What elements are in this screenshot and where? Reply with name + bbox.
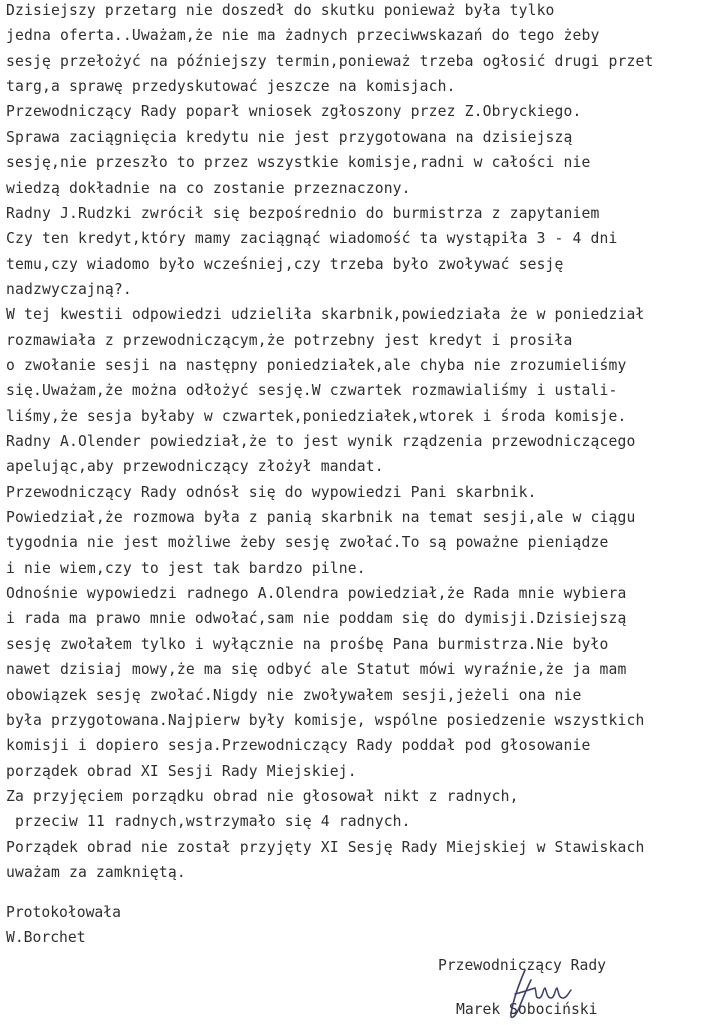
- text-line: liśmy,że sesja byłaby w czwartek,poniedziałek,wtorek i środa komisje.: [6, 407, 627, 425]
- text-line: rozmawiała z przewodniczącym,że potrzebny jest kredyt i prosiła: [6, 331, 573, 349]
- text-line: Sprawa zaciągnięcia kredytu nie jest przygotowana na dzisiejszą: [6, 128, 573, 146]
- text-line: uważam za zamkniętą.: [6, 863, 186, 881]
- text-line: nawet dzisiaj mowy,że ma się odbyć ale Statut mówi wyraźnie,że ja mam: [6, 661, 627, 679]
- text-line: Porządek obrad nie został przyjęty XI Sesję Rady Miejskiej w Stawiskach: [6, 838, 645, 856]
- text-line: Powiedział,że rozmowa była z panią skarbnik na temat sesji,ale w ciągu: [6, 509, 636, 526]
- chair-title: Przewodniczący Rady: [438, 957, 607, 974]
- text-line: przeciw 11 radnych,wstrzymało się 4 radnych.: [6, 813, 411, 831]
- text-line: Odnośnie wypowiedzi radnego A.Olendra powiedział,że Rada mnie wybiera: [6, 585, 627, 603]
- text-line: się.Uważam,że można odłożyć sesję.W czwartek rozmawialiśmy i ustali-: [6, 382, 618, 400]
- chair-name: Marek Sobociński: [456, 1001, 598, 1018]
- text-line: i rada ma prawo mnie odwołać,sam nie poddam się do dymisji.Dzisiejszą: [6, 610, 627, 628]
- text-line: nadzwyczajną?.: [6, 280, 132, 298]
- text-line: porządek obrad XI Sesji Rady Miejskiej.: [6, 762, 357, 780]
- text-line: Za przyjęciem porządku obrad nie głosował nikt z radnych,: [6, 787, 519, 805]
- text-line: Radny J.Rudzki zwrócił się bezpośrednio do burmistrza z zapytaniem: [6, 204, 600, 222]
- text-line: Dzisiejszy przetarg nie doszedł do skutku ponieważ była tylko: [6, 2, 555, 19]
- text-line: temu,czy wiadomo było wcześniej,czy trzeba było zwoływać sesję: [6, 255, 564, 273]
- text-line: obowiązek sesję zwołać.Nigdy nie zwoływałem sesji,jeżeli ona nie: [6, 686, 582, 704]
- text-line: Przewodniczący Rady odnósł się do wypowiedzi Pani skarbnik.: [6, 483, 537, 501]
- text-line: W tej kwestii odpowiedzi udzieliła skarbnik,powiedziała że w poniedział: [6, 306, 645, 324]
- text-line: komisji i dopiero sesja.Przewodniczący Rady poddał pod głosowanie: [6, 737, 591, 755]
- text-line: Czy ten kredyt,który mamy zaciągnąć wiadomość ta wystąpiła 3 - 4 dni: [6, 230, 618, 248]
- protocol-name: W.Borchet: [6, 929, 86, 946]
- text-line: wiedzą dokładnie na co zostanie przeznaczony.: [6, 179, 411, 197]
- text-line: była przygotowana.Najpierw były komisje, wspólne posiedzenie wszystkich: [6, 711, 645, 729]
- text-line: Radny A.Olender powiedział,że to jest wynik rządzenia przewodniczącego: [6, 433, 636, 450]
- text-line: i nie wiem,czy to jest tak bardzo pilne.: [6, 559, 366, 577]
- text-line: sesję zwołałem tylko i wyłącznie na prośbę Pana burmistrza.Nie było: [6, 635, 609, 653]
- text-line: Przewodniczący Rady poparł wniosek zgłoszony przez Z.Obryckiego.: [6, 103, 582, 121]
- text-line: o zwołanie sesji na następny poniedziałek,ale chyba nie zrozumieliśmy: [6, 356, 627, 374]
- protocol-label: Protokołowała: [6, 904, 121, 921]
- text-line: targ,a sprawę przedyskutować jeszcze na komisjach.: [6, 78, 456, 96]
- handwritten-signature: [505, 966, 575, 1025]
- text-line: jedna oferta..Uważam,że nie ma żadnych przeciwwskazań do tego żeby: [6, 27, 600, 45]
- text-line: sesję,nie przeszło to przez wszystkie komisje,radni w całości nie: [6, 154, 591, 172]
- text-line: apelując,aby przewodniczący złożył mandat.: [6, 458, 384, 476]
- text-line: tygodnia nie jest możliwe żeby sesję zwołać.To są poważne pieniądze: [6, 534, 609, 552]
- text-line: sesję przełożyć na późniejszy termin,ponieważ trzeba ogłosić drugi przet: [6, 52, 654, 70]
